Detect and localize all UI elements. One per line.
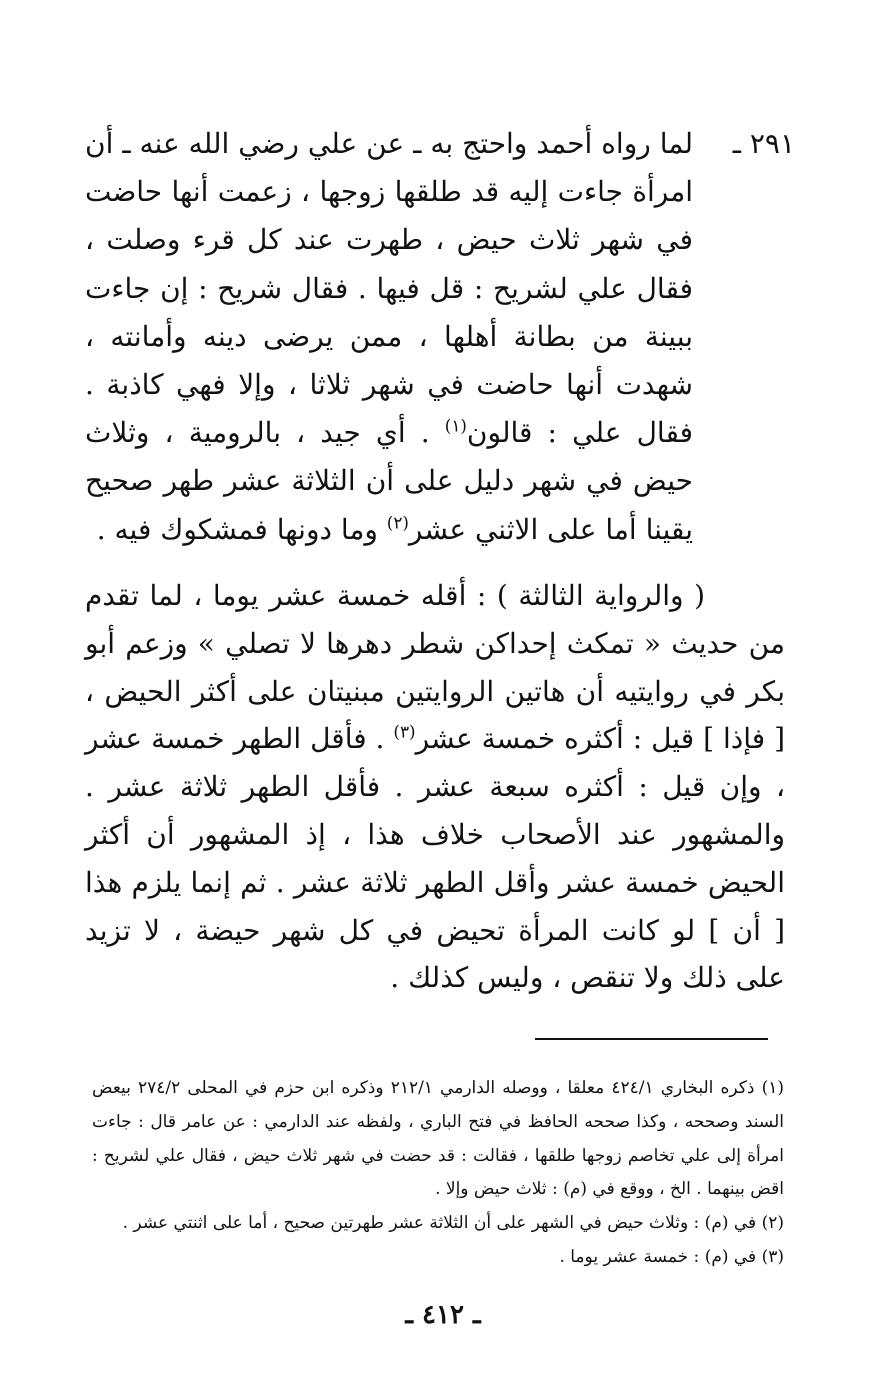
footnotes xyxy=(92,1072,784,1275)
hadith-text-part-3: وما دونها فمشكوك فيه . xyxy=(96,512,387,546)
footnote-separator xyxy=(535,1038,768,1040)
footnote-2: (٢) في (م) : وثلاث حيض في الشهر على أن الثلاثة عشر طهرتين صحيح ، أما على اثنتي عشر . xyxy=(122,1213,784,1234)
footnote-3: (٣) في (م) : خمسة عشر يوما . xyxy=(559,1246,784,1267)
footnote-ref-3: (٣) xyxy=(393,722,416,743)
footnote-1: (١) ذكره البخاري ٤٢٤/١ معلقا ، ووصله الدارمي ٢١٢/١ وذكره ابن حزم في المحلى ٢٧٤/٢ بيعض السند وصححه ، وكذا صححه الحافظ في فتح الباري ، ولفظه عند الدارمي : عن عامر قال : جاءت امرأة إلى علي تخاصم زوجها طلقها ، فقالت : قد حضت في شهر ثلاث حيض ، فقال علي لشريح : اقض بينهما . الخ ، ووقع في (م) : ثلاث حيض وإلا . xyxy=(92,1078,784,1200)
hadith-text-part-2: . أي جيد ، بالرومية ، وثلاث حيض في شهر دليل على أن الثلاثة عشر طهر صحيح يقينا أما على الاثني عشر xyxy=(85,416,693,546)
narration-text-part-1: ( والرواية الثالثة ) : أقله خمسة عشر يوما ، لما تقدم من حديث « تمكث إحداكن شطر دهرها لا تصلي » وزعم أبو بكر في روايتيه أن هاتين الروايتين مبنيتان على أكثر الحيض ، [ فإذا ] قيل : أكثره خمسة عشر xyxy=(85,579,785,756)
third-narration-paragraph xyxy=(85,572,785,1002)
hadith-paragraph xyxy=(85,120,693,554)
footnote-ref-2: (٢) xyxy=(386,512,409,533)
hadith-text-part-1: لما رواه أحمد واحتج به ـ عن علي رضي الله عنه ـ أن امرأة جاءت إليه قد طلقها زوجها ، زعمت أنها حاضت في شهر ثلاث حيض ، طهرت عند كل قرء وصلت ، فقال علي لشريح : قل فيها . فقال شريح : إن جاءت ببينة من بطانة أهلها ، ممن يرضى دينه وأمانته ، شهدت أنها حاضت في شهر ثلاثا ، وإلا فهي كاذبة . فقال علي : قالون xyxy=(85,127,693,450)
page-number: ـ ٤١٢ ـ xyxy=(405,1300,481,1330)
footnote-ref-1: (١) xyxy=(444,415,467,436)
narration-text-part-2: . فأقل الطهر خمسة عشر ، وإن قيل : أكثره سبعة عشر . فأقل الطهر ثلاثة عشر . والمشهور عند الأصحاب خلاف هذا ، إذ المشهور أن أكثر الحيض خمسة عشر وأقل الطهر ثلاثة عشر . ثم إنما يلزم هذا [ أن ] لو كانت المرأة تحيض في كل شهر حيضة ، لا تزيد على ذلك ولا تنقص ، وليس كذلك . xyxy=(85,722,785,995)
hadith-number: ٢٩١ ـ xyxy=(732,127,795,160)
